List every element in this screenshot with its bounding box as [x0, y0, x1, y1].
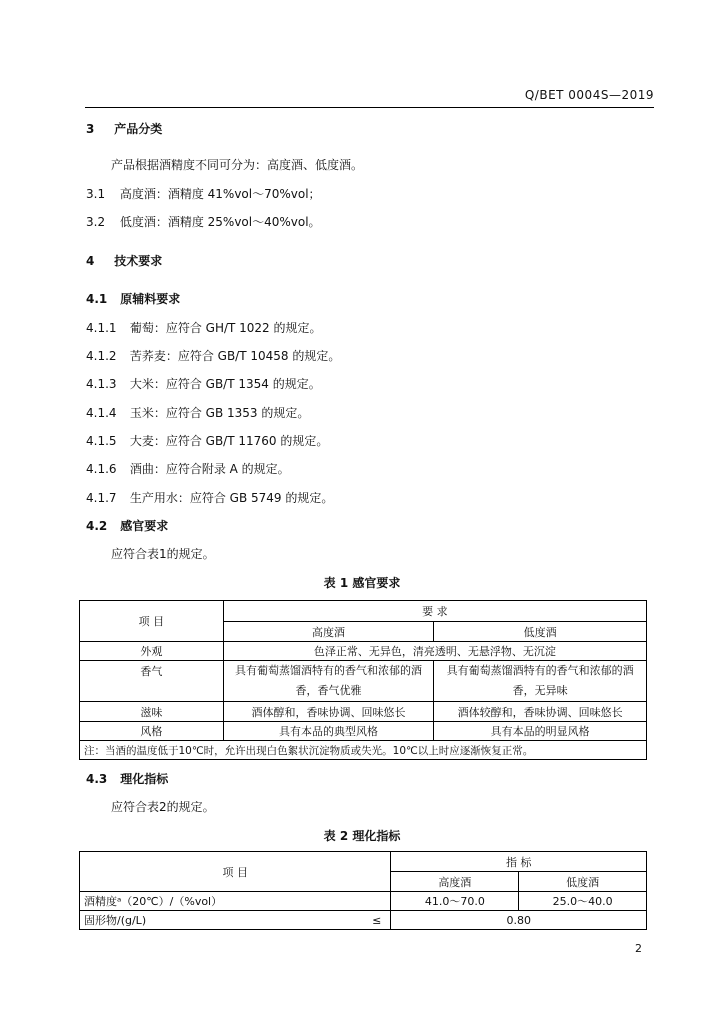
section-title: 感官要求: [120, 519, 169, 533]
table-note-row: [80, 741, 647, 760]
row-item: 滋味: [80, 702, 224, 722]
section-number: 4.1.4: [86, 406, 117, 420]
row-high-value: 酒体醇和，香味协调、回味悠长: [223, 702, 434, 722]
row-item: 香气: [80, 661, 224, 702]
section-4-1-1: [86, 319, 322, 336]
section-text: 大米：应符合 GB/T 1354 的规定。: [129, 377, 321, 391]
section-4-1-2: [86, 347, 340, 364]
section-4-1-6: [86, 460, 290, 477]
section-4-1-5: [86, 432, 328, 449]
section-4-3-heading: [86, 770, 168, 787]
section-title: 理化指标: [120, 772, 169, 786]
section-number: 4.1.2: [86, 349, 117, 363]
table-row: [80, 722, 647, 741]
section-3-2: [86, 213, 321, 230]
section-4-2-heading: [86, 517, 168, 534]
item-header: 项 目: [80, 601, 224, 642]
section-4-3-text: 应符合表2的规定。: [111, 800, 215, 814]
section-title: 产品分类: [114, 122, 163, 136]
low-proof-header: 低度酒: [434, 622, 647, 642]
section-number: 4.1.5: [86, 434, 117, 448]
page-number: 2: [635, 942, 642, 955]
section-4-1-7: [86, 489, 333, 506]
table-note: 注：当酒的温度低于10℃时，允许出现白色絮状沉淀物质或失光。10℃以上时应逐渐恢复正常。: [80, 741, 647, 760]
high-proof-header: 高度酒: [223, 622, 434, 642]
table-row: [80, 642, 647, 661]
section-number: 4.1: [86, 292, 108, 306]
row-high-value: 41.0～70.0: [391, 892, 519, 911]
section-number: 4.1.3: [86, 377, 117, 391]
table-2-caption: 表 2 理化指标: [323, 829, 401, 843]
section-number: 4: [86, 254, 95, 268]
section-3-1: [86, 185, 321, 202]
section-4-1-4: [86, 404, 309, 421]
section-text: 低度酒：酒精度 25%vol～40%vol。: [119, 215, 321, 229]
row-item: 风格: [80, 722, 224, 741]
row-merged-value: 色泽正常、无异色，清亮透明、无悬浮物、无沉淀: [223, 642, 646, 661]
section-number: 4.1.6: [86, 462, 117, 476]
high-proof-header: 高度酒: [391, 872, 519, 892]
low-proof-header: 低度酒: [519, 872, 647, 892]
row-item: 外观: [80, 642, 224, 661]
table-row: [80, 892, 647, 911]
sensory-requirements-table: [79, 600, 647, 760]
row-low-value: 具有本品的明显风格: [434, 722, 647, 741]
section-4-1-3: [86, 375, 321, 392]
table-row: [80, 911, 647, 930]
index-header: 指 标: [391, 852, 647, 872]
table-header-row: [80, 852, 647, 872]
row-item: 酒精度ᵃ（20℃）/（%vol）: [80, 892, 363, 911]
section-number: 4.1.1: [86, 321, 117, 335]
row-item: 固形物/(g/L): [80, 911, 363, 930]
row-low-value: 具有葡萄蒸馏酒特有的香气和浓郁的酒香，无异味: [434, 661, 647, 702]
table-1-caption: 表 1 感官要求: [323, 576, 401, 590]
row-low-value: 25.0～40.0: [519, 892, 647, 911]
header-rule: [85, 107, 654, 108]
section-3-heading: [86, 120, 162, 137]
row-low-value: 酒体较醇和，香味协调、回味悠长: [434, 702, 647, 722]
physicochemical-table: [79, 851, 647, 930]
table-row: [80, 702, 647, 722]
row-merged-value: 0.80: [391, 911, 647, 930]
section-text: 大麦：应符合 GB/T 11760 的规定。: [129, 434, 329, 448]
document-code: Q/BET 0004S—2019: [524, 88, 654, 102]
section-3-text: 产品根据酒精度不同可分为：高度酒、低度酒。: [111, 158, 364, 172]
section-text: 酒曲：应符合附录 A 的规定。: [129, 462, 290, 476]
row-high-value: 具有本品的典型风格: [223, 722, 434, 741]
item-header: 项 目: [80, 852, 391, 892]
table-header-row: [80, 601, 647, 622]
row-operator: ≤: [363, 911, 391, 930]
section-title: 技术要求: [114, 254, 163, 268]
section-4-2-text: 应符合表1的规定。: [111, 547, 215, 561]
section-title: 原辅料要求: [120, 292, 181, 306]
section-number: 3.1: [86, 187, 106, 201]
section-text: 高度酒：酒精度 41%vol～70%vol；: [119, 187, 321, 201]
section-number: 4.3: [86, 772, 108, 786]
section-number: 4.1.7: [86, 491, 117, 505]
row-high-value: 具有葡萄蒸馏酒特有的香气和浓郁的酒香，香气优雅: [223, 661, 434, 702]
section-text: 苦荞麦：应符合 GB/T 10458 的规定。: [129, 349, 341, 363]
table-row: [80, 661, 647, 702]
section-number: 3: [86, 122, 95, 136]
section-text: 生产用水：应符合 GB 5749 的规定。: [129, 491, 334, 505]
section-number: 3.2: [86, 215, 106, 229]
section-4-heading: [86, 252, 162, 269]
section-4-1-heading: [86, 290, 180, 307]
section-text: 葡萄：应符合 GH/T 1022 的规定。: [129, 321, 322, 335]
requirement-header: 要 求: [223, 601, 646, 622]
section-text: 玉米：应符合 GB 1353 的规定。: [129, 406, 310, 420]
section-number: 4.2: [86, 519, 108, 533]
row-operator: [363, 892, 391, 911]
